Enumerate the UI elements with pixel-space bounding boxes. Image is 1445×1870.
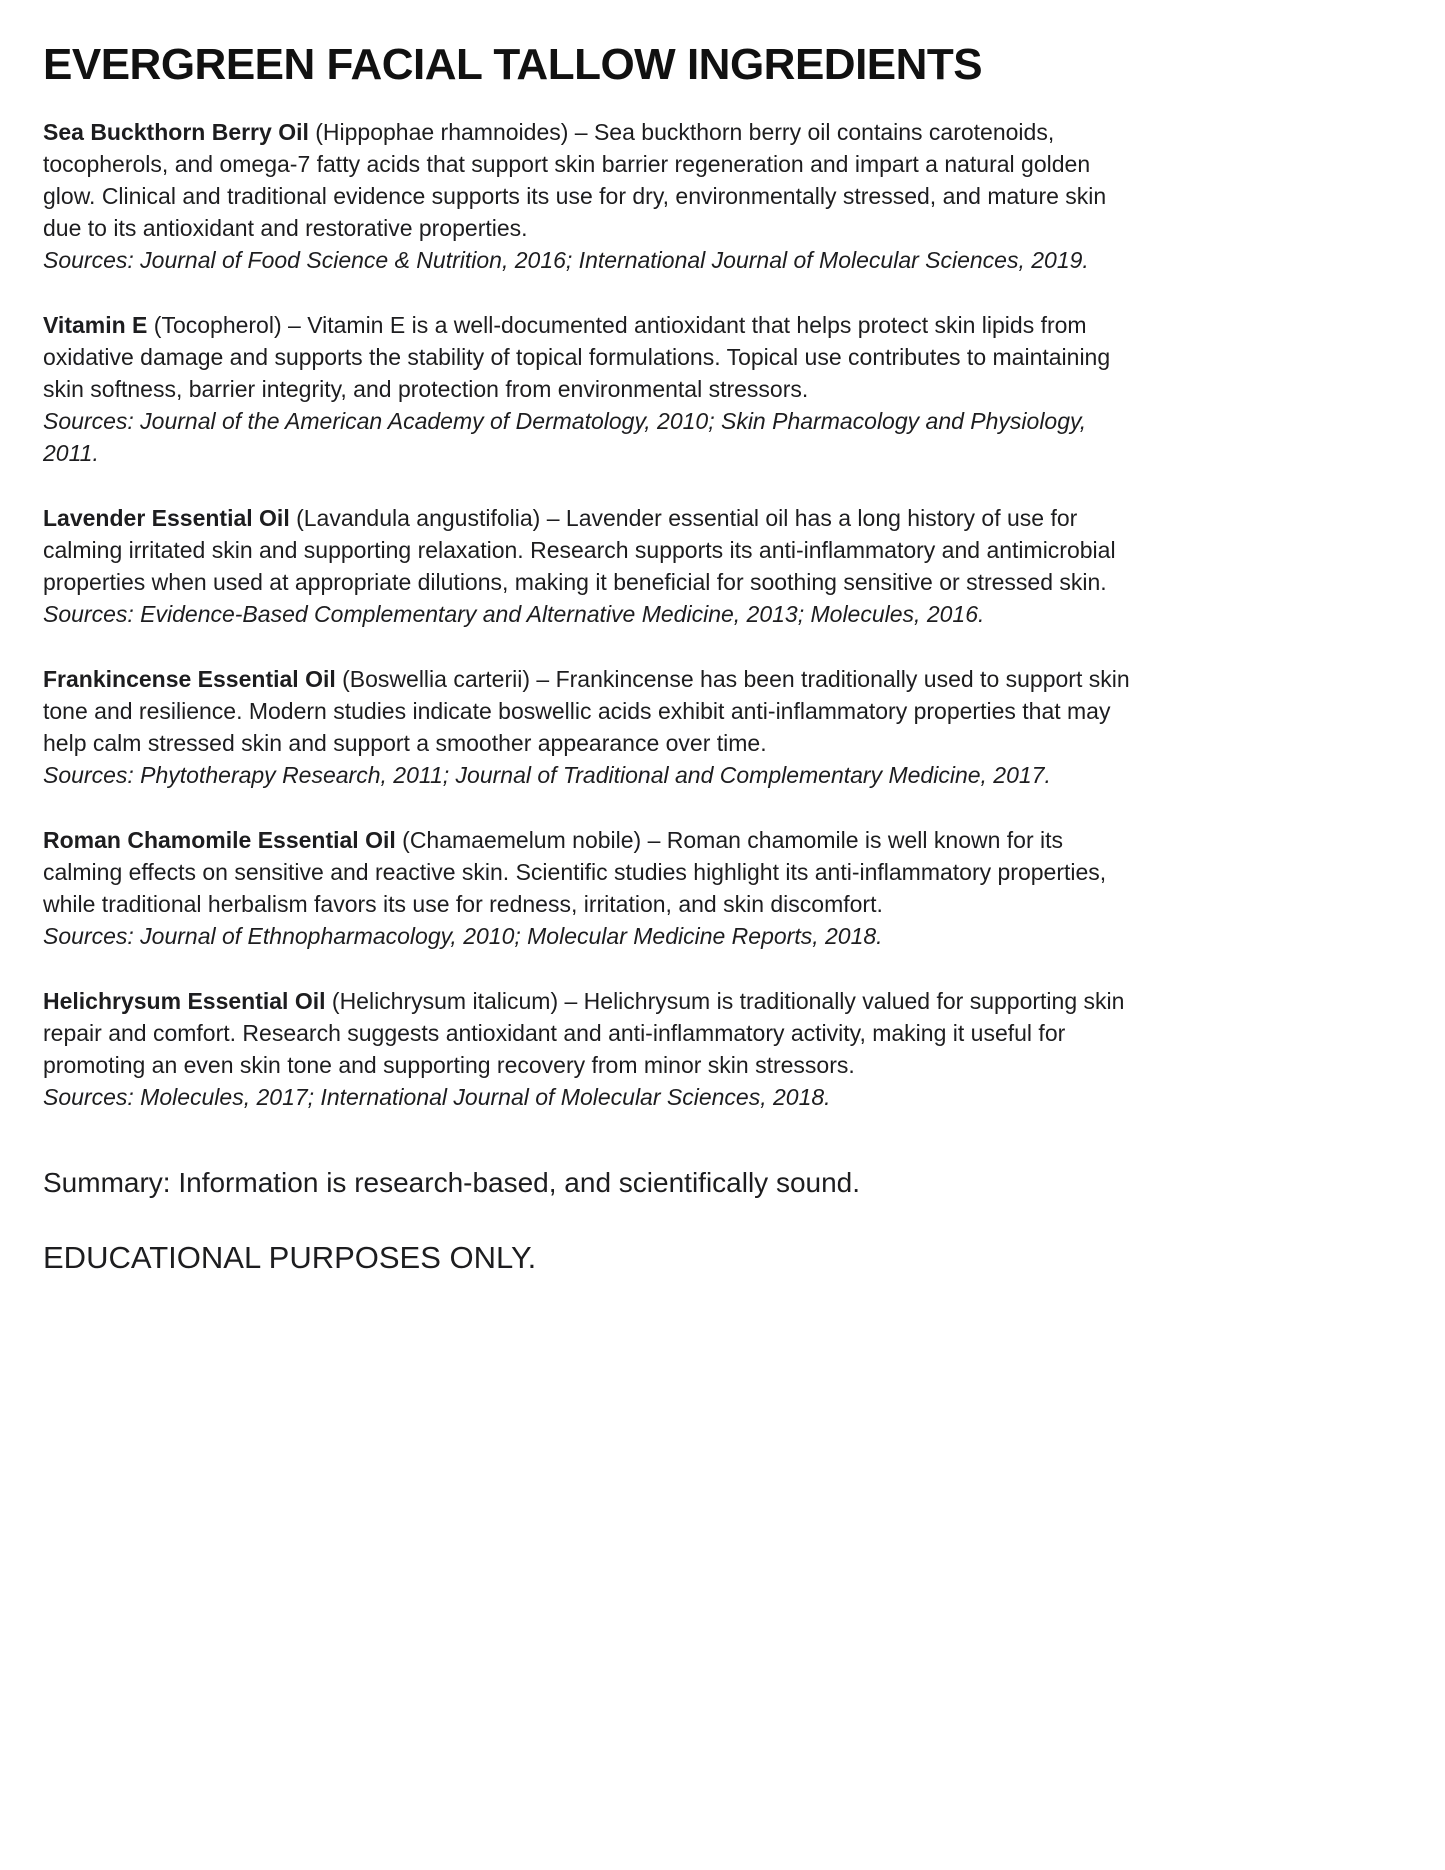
ingredient-paragraph [43,985,1138,1081]
ingredient-name: Sea Buckthorn Berry Oil [43,119,309,145]
ingredient-description: (Chamaemelum nobile) – Roman chamomile is well known for its calming effects on sensitive and reactive skin. Scientific studies highlight its anti-inflammatory properties, while traditional herbalism favors its use for redness, irritation, and skin discomfort. [43,827,1107,917]
ingredient-sources: Sources: Journal of Food Science & Nutrition, 2016; International Journal of Molecular Sciences, 2019. [43,247,1089,273]
disclaimer-text: EDUCATIONAL PURPOSES ONLY. [43,1240,537,1275]
ingredient-section-lavender [43,502,1138,630]
ingredient-description: (Boswellia carterii) – Frankincense has been traditionally used to support skin tone and resilience. Modern studies indicate boswellic acids exhibit anti-inflammatory properties that may help calm stressed skin and support a smoother appearance over time. [43,666,1130,756]
ingredient-description: (Tocopherol) – Vitamin E is a well-documented antioxidant that helps protect skin lipids from oxidative damage and supports the stability of topical formulations. Topical use contributes to maintaining skin softness, barrier integrity, and protection from environmental stressors. [43,312,1111,402]
ingredient-paragraph [43,502,1138,598]
ingredient-name: Roman Chamomile Essential Oil [43,827,396,853]
ingredient-paragraph [43,824,1138,920]
summary-text: Summary: Information is research-based, and scientifically sound. [43,1167,861,1198]
ingredient-sources: Sources: Evidence-Based Complementary and Alternative Medicine, 2013; Molecules, 2016. [43,601,985,627]
document-content [43,40,1138,1277]
ingredient-sources: Sources: Phytotherapy Research, 2011; Journal of Traditional and Complementary Medicine, 2017. [43,762,1051,788]
ingredient-description: (Lavandula angustifolia) – Lavender essential oil has a long history of use for calming irritated skin and supporting relaxation. Research supports its anti-inflammatory and antimicrobial properties when used at appropriate dilutions, making it beneficial for soothing sensitive or stressed skin. [43,505,1116,595]
page-title: EVERGREEN FACIAL TALLOW INGREDIENTS [43,40,983,89]
ingredient-section-roman-chamomile [43,824,1138,952]
ingredient-name: Lavender Essential Oil [43,505,290,531]
ingredient-sources: Sources: Journal of the American Academy of Dermatology, 2010; Skin Pharmacology and Physiology, 2011. [43,408,1087,466]
ingredient-sources: Sources: Molecules, 2017; International Journal of Molecular Sciences, 2018. [43,1084,831,1110]
ingredient-name: Helichrysum Essential Oil [43,988,326,1014]
ingredient-description: (Helichrysum italicum) – Helichrysum is traditionally valued for supporting skin repair and comfort. Research suggests antioxidant and anti-inflammatory activity, making it useful for promoting an even skin tone and supporting recovery from minor skin stressors. [43,988,1125,1078]
ingredient-paragraph [43,309,1138,405]
ingredient-description: (Hippophae rhamnoides) – Sea buckthorn berry oil contains carotenoids, tocopherols, and omega-7 fatty acids that support skin barrier regeneration and impart a natural golden glow. Clinical and traditional evidence supports its use for dry, environmentally stressed, and mature skin due to its antioxidant and restorative properties. [43,119,1107,241]
ingredient-name: Vitamin E [43,312,148,338]
ingredient-name: Frankincense Essential Oil [43,666,336,692]
ingredient-paragraph [43,663,1138,759]
ingredient-paragraph [43,116,1138,244]
ingredient-section-helichrysum [43,985,1138,1113]
ingredient-sources: Sources: Journal of Ethnopharmacology, 2010; Molecular Medicine Reports, 2018. [43,923,883,949]
ingredient-section-frankincense [43,663,1138,791]
ingredient-section-sea-buckthorn [43,116,1138,276]
ingredient-section-vitamin-e [43,309,1138,469]
